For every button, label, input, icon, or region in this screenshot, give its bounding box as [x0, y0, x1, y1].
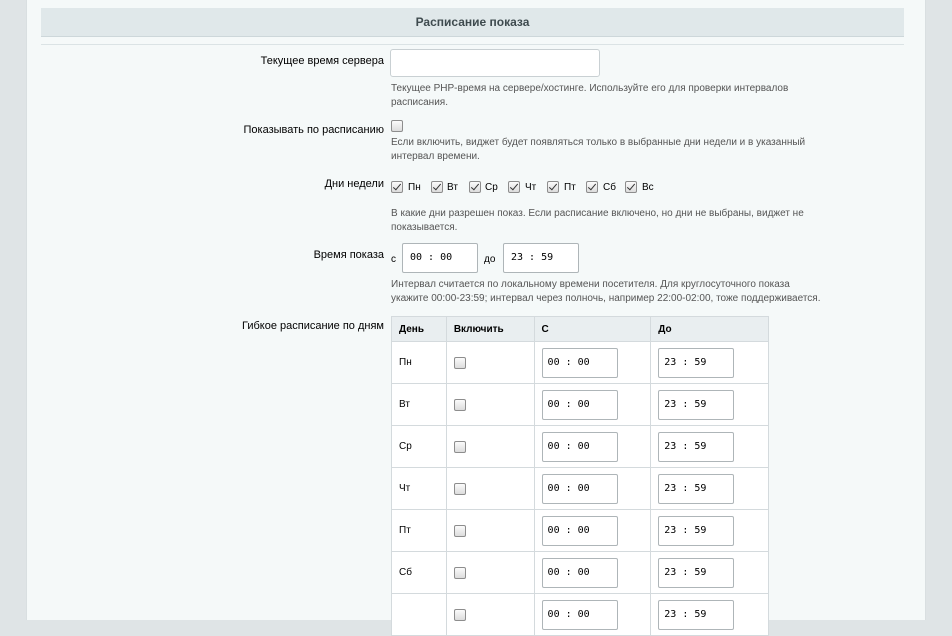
row-to-input[interactable]: 23 : 59: [658, 390, 734, 420]
weekday-checkbox-mon[interactable]: [391, 181, 403, 193]
row-day: Сб: [392, 552, 447, 594]
row-to-cell: [651, 342, 769, 384]
server-time-field[interactable]: [390, 49, 600, 77]
row-enable-checkbox[interactable]: [454, 567, 466, 579]
show-time-hint: [391, 278, 851, 306]
weekday-label: Пт: [564, 182, 576, 193]
column-header-day: День: [392, 317, 447, 342]
weekdays-label: Дни недели: [324, 178, 384, 190]
row-to-cell: [651, 468, 769, 510]
weekday-checkbox-sun[interactable]: [625, 181, 637, 193]
row-to-cell: [651, 426, 769, 468]
row-to-input[interactable]: 23 : 59: [658, 348, 734, 378]
row-from-input[interactable]: 00 : 00: [542, 474, 618, 504]
row-from-cell: [534, 342, 651, 384]
show-time-hint-line: укажите 00:00-23:59; интервал через полночь, например 22:00-02:00, тоже поддерживается.: [391, 293, 821, 304]
schedule-checkbox[interactable]: [391, 120, 403, 132]
schedule-hint: Если включить, виджет будет появляться только в выбранные дни недели и в указанный интервал времени.: [391, 137, 806, 162]
row-from-cell: [534, 426, 651, 468]
weekday-label: Пн: [408, 182, 421, 193]
table-header-row: [392, 317, 769, 342]
weekday-checkbox-sat[interactable]: [586, 181, 598, 193]
table-row: [392, 384, 769, 426]
row-day: Пн: [392, 342, 447, 384]
row-from-cell: [534, 510, 651, 552]
row-from-input[interactable]: 00 : 00: [542, 390, 618, 420]
row-to-input[interactable]: 23 : 59: [658, 516, 734, 546]
server-time-label: Текущее время сервера: [260, 55, 384, 67]
divider: [41, 44, 904, 45]
row-to-input[interactable]: 23 : 59: [658, 558, 734, 588]
table-row: [392, 342, 769, 384]
row-enable-cell: [446, 342, 534, 384]
from-label: с: [391, 254, 396, 265]
table-row: [392, 552, 769, 594]
table-row: [392, 510, 769, 552]
row-from-input[interactable]: 00 : 00: [542, 516, 618, 546]
row-to-cell: [651, 384, 769, 426]
column-header-enable: Включить: [446, 317, 534, 342]
row-from-input[interactable]: 00 : 00: [542, 600, 618, 630]
show-time-to-input[interactable]: 23 : 59: [503, 243, 579, 273]
row-from-input[interactable]: 00 : 00: [542, 558, 618, 588]
column-header-to: До: [651, 317, 769, 342]
row-day: Пт: [392, 510, 447, 552]
section-title: Расписание показа: [41, 8, 904, 37]
row-enable-checkbox[interactable]: [454, 357, 466, 369]
row-day: Ср: [392, 426, 447, 468]
row-to-input[interactable]: 23 : 59: [658, 474, 734, 504]
row-day: Чт: [392, 468, 447, 510]
row-from-input[interactable]: 00 : 00: [542, 348, 618, 378]
row-to-cell: [651, 552, 769, 594]
row-day: Вт: [392, 384, 447, 426]
weekday-checkbox-thu[interactable]: [508, 181, 520, 193]
weekday-checkbox-fri[interactable]: [547, 181, 559, 193]
show-time-from-input[interactable]: 00 : 00: [402, 243, 478, 273]
weekday-label: Чт: [525, 182, 537, 193]
settings-panel: [26, 0, 926, 620]
weekdays-hint: В какие дни разрешен показ. Если расписание включено, но дни не выбраны, виджет не показывается.: [391, 208, 804, 233]
row-enable-cell: [446, 552, 534, 594]
weekday-label: Вт: [447, 182, 458, 193]
flex-schedule-label: Гибкое расписание по дням: [241, 320, 384, 332]
weekday-checkbox-wed[interactable]: [469, 181, 481, 193]
row-enable-checkbox[interactable]: [454, 609, 466, 621]
row-enable-cell: [446, 384, 534, 426]
row-from-cell: [534, 468, 651, 510]
weekday-label: Сб: [603, 182, 616, 193]
row-enable-cell: [446, 510, 534, 552]
flex-schedule-table: [391, 316, 769, 636]
weekday-label: Вс: [642, 182, 654, 193]
row-from-cell: [534, 552, 651, 594]
show-time-hint-line: Интервал считается по локальному времени посетителя. Для круглосуточного показа: [391, 279, 790, 290]
show-time-label: Время показа: [313, 249, 384, 261]
table-row: [392, 468, 769, 510]
row-enable-cell: [446, 426, 534, 468]
weekday-label: Ср: [485, 182, 498, 193]
row-to-input[interactable]: 23 : 59: [658, 600, 734, 630]
row-enable-checkbox[interactable]: [454, 441, 466, 453]
row-from-input[interactable]: 00 : 00: [542, 432, 618, 462]
weekday-checkbox-tue[interactable]: [431, 181, 443, 193]
row-from-cell: [534, 384, 651, 426]
server-time-hint: Текущее PHP-время на сервере/хостинге. Используйте его для проверки интервалов расписания.: [391, 83, 789, 108]
row-enable-checkbox[interactable]: [454, 525, 466, 537]
row-enable-cell: [446, 468, 534, 510]
row-to-input[interactable]: 23 : 59: [658, 432, 734, 462]
to-label: до: [484, 254, 496, 265]
row-to-cell: [651, 510, 769, 552]
row-enable-checkbox[interactable]: [454, 483, 466, 495]
row-enable-checkbox[interactable]: [454, 399, 466, 411]
table-row: [392, 426, 769, 468]
column-header-from: С: [534, 317, 651, 342]
schedule-label: Показывать по расписанию: [243, 124, 384, 136]
